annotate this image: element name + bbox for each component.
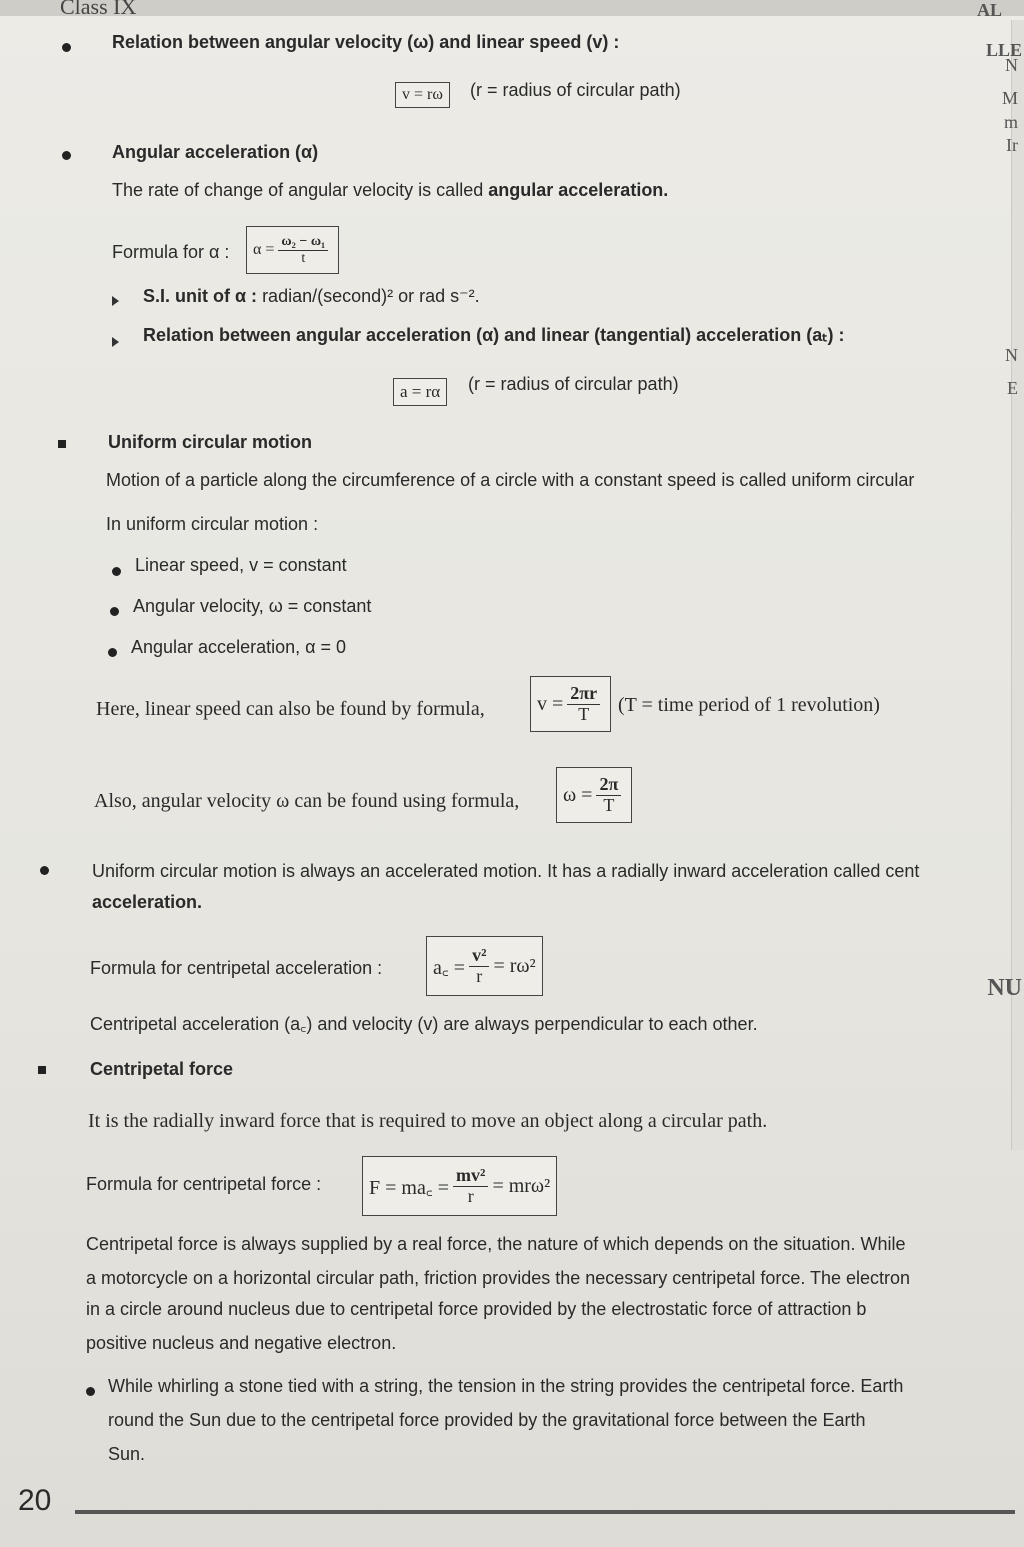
cf-bullet-line: round the Sun due to the centripetal force provided by the gravitational force between the Earth <box>108 1410 866 1430</box>
accel-bold: acceleration. <box>92 892 203 912</box>
margin-mark: m <box>1003 112 1018 132</box>
formula-v-r-omega: v = rω <box>395 82 450 108</box>
definition-bold: angular acceleration. <box>488 180 669 200</box>
denominator: r <box>467 1185 474 1206</box>
relation-alpha-note: (r = radius of circular path) <box>468 374 679 394</box>
angular-acc-heading: Angular acceleration (α) <box>112 142 319 162</box>
formula-rhs: = mrω² <box>492 1174 551 1197</box>
relation-alpha-heading: Relation between angular acceleration (α) and linear (tangential) acceleration (aₜ) : <box>143 325 845 345</box>
top-edge <box>0 0 1024 16</box>
cf-bullet-line: Sun. <box>108 1444 146 1464</box>
formula-lhs: ω = <box>563 783 593 806</box>
speed-formula-note: (T = time period of 1 revolution) <box>618 694 880 716</box>
formula-rhs: = rω² <box>493 954 536 977</box>
cf-paragraph-line: in a circle around nucleus due to centripetal force provided by the electrostatic force of attraction b <box>86 1299 867 1319</box>
formula-lhs: v = <box>537 692 564 715</box>
bullet <box>86 1387 95 1396</box>
numerator: 2πr <box>567 684 600 705</box>
fraction <box>453 1166 488 1207</box>
fraction <box>278 234 328 266</box>
numerator: mv² <box>453 1166 488 1187</box>
fraction <box>596 775 621 816</box>
arrow-marker <box>112 296 119 306</box>
ca-label: Formula for centripetal acceleration : <box>90 958 383 978</box>
cf-heading: Centripetal force <box>90 1059 234 1079</box>
fraction <box>567 684 600 725</box>
margin-mark: NU <box>987 975 1022 1001</box>
formula-a-r-alpha: a = rα <box>393 378 447 406</box>
angular-acc-definition <box>112 178 668 202</box>
bullet <box>108 648 117 657</box>
ucm-definition: Motion of a particle along the circumference of a circle with a constant speed is called uniform circular <box>106 470 915 490</box>
cf-paragraph-line: positive nucleus and negative electron. <box>86 1333 397 1353</box>
bullet <box>62 43 71 52</box>
fraction <box>469 946 489 987</box>
ucm-item: Angular acceleration, α = 0 <box>131 637 347 657</box>
numerator: ω₂ − ω₁ <box>278 234 328 250</box>
section-marker <box>58 440 66 448</box>
ucm-item: Linear speed, v = constant <box>135 555 347 575</box>
formula-v-2pir-t <box>530 676 611 732</box>
bullet <box>40 866 49 875</box>
formula-lhs: α = <box>253 241 275 258</box>
denominator: T <box>603 794 615 815</box>
si-label: S.I. unit of α : <box>143 286 258 306</box>
ucm-intro: In uniform circular motion : <box>106 514 319 534</box>
ucm-heading: Uniform circular motion <box>108 432 313 452</box>
si-value: radian/(second)² or rad s⁻². <box>262 286 480 306</box>
cf-paragraph-line: Centripetal force is always supplied by a real force, the nature of which depends on the situation. While <box>86 1234 906 1254</box>
margin-mark: LLE <box>985 40 1022 60</box>
denominator: r <box>476 965 483 986</box>
omega-formula-text: Also, angular velocity ω can be found using formula, <box>94 790 520 812</box>
class-label: Class IX <box>60 0 137 19</box>
numerator: v² <box>469 946 489 967</box>
formula-centripetal-acc <box>426 936 543 996</box>
margin-mark: M <box>1001 88 1018 108</box>
margin-mark: E <box>1007 378 1018 398</box>
formula-omega-2pi-t <box>556 767 632 823</box>
section-marker <box>38 1066 46 1074</box>
margin-mark: N <box>1005 55 1018 75</box>
bullet <box>112 567 121 576</box>
formula-lhs: F = ma꜀ = <box>369 1176 450 1199</box>
definition-text: The rate of change of angular velocity is called <box>112 180 484 200</box>
cf-bullet-line: While whirling a stone tied with a string, the tension in the string provides the centripetal force. Earth <box>108 1376 904 1396</box>
page-number: 20 <box>18 1484 52 1517</box>
relation-v-heading: Relation between angular velocity (ω) and linear speed (v) : <box>112 32 620 52</box>
formula-lhs: a꜀ = <box>433 956 466 979</box>
accel-text: Uniform circular motion is always an accelerated motion. It has a radially inward acceleration called cent <box>92 861 920 881</box>
margin-mark: Ir <box>1006 135 1018 155</box>
formula-alpha <box>246 226 339 274</box>
footer-rule <box>75 1510 1015 1514</box>
margin-mark: N <box>1005 345 1018 365</box>
numerator: 2π <box>596 775 621 796</box>
bullet <box>110 607 119 616</box>
speed-formula-text: Here, linear speed can also be found by formula, <box>96 698 485 720</box>
denominator: t <box>301 250 306 266</box>
corner-label: AL <box>976 0 1002 20</box>
perpendicular-text: Centripetal acceleration (a꜀) and velocity (v) are always perpendicular to each other. <box>90 1014 758 1034</box>
denominator: T <box>578 703 590 724</box>
cf-formula-label: Formula for centripetal force : <box>86 1174 322 1194</box>
cf-definition: It is the radially inward force that is required to move an object along a circular path. <box>88 1110 768 1132</box>
alpha-formula-label: Formula for α : <box>112 242 230 262</box>
ucm-item: Angular velocity, ω = constant <box>133 596 372 616</box>
cf-paragraph-line: a motorcycle on a horizontal circular path, friction provides the necessary centripetal force. The electron <box>86 1268 911 1288</box>
relation-v-note: (r = radius of circular path) <box>470 80 681 100</box>
formula-centripetal-force <box>362 1156 557 1216</box>
si-unit-alpha <box>143 284 480 308</box>
bullet <box>62 151 71 160</box>
arrow-marker <box>112 337 119 347</box>
